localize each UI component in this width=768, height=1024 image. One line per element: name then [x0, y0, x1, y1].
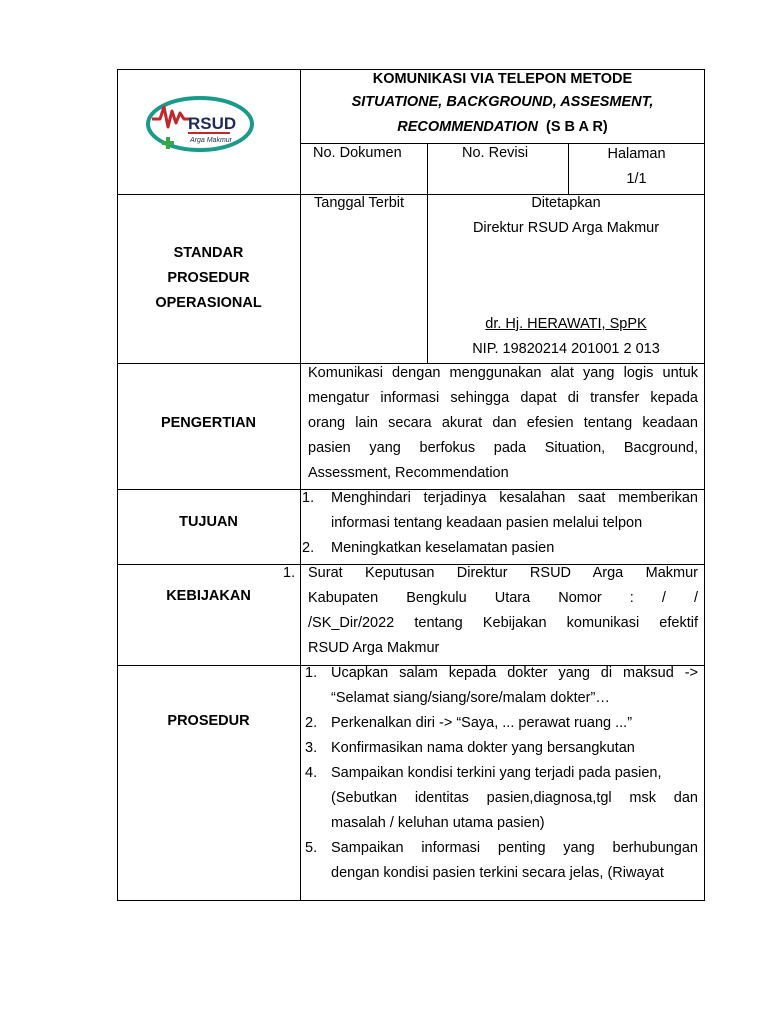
prosedur-item-line: Ucapkan salam kepada dokter yang di maksud -> — [331, 665, 698, 681]
pengertian-line: orang lain secara akurat dan efesien tentang keadaan — [308, 415, 698, 431]
prosedur-item-number: 1. — [305, 665, 318, 681]
pengertian-line: Komunikasi dengan menggunakan alat yang logis untuk — [308, 365, 698, 381]
sop-label-line3: OPERASIONAL — [155, 295, 262, 311]
prosedur-item-line: dengan kondisi pasien terkini secara jelas, (Riwayat — [331, 865, 664, 881]
sop-label-line2: PROSEDUR — [167, 270, 250, 286]
prosedur-item-number: 4. — [305, 765, 318, 781]
pengertian-line: pasien yang berfokus pada Situation, Bacground, — [308, 440, 698, 456]
prosedur-item-line: masalah / keluhan utama pasien) — [331, 815, 545, 831]
kebijakan-line: /SK_Dir/2022 tentang Kebijakan komunikasi efektif — [308, 615, 698, 631]
document-title-line3 — [300, 115, 705, 140]
pengertian-line: Assessment, Recommendation — [308, 465, 509, 481]
tujuan-item-line: informasi tentang keadaan pasien melalui telpon — [331, 515, 643, 531]
page-label: Halaman — [607, 146, 666, 162]
document-title-line1: KOMUNIKASI VIA TELEPON METODE — [372, 71, 633, 87]
signer-name — [427, 312, 705, 337]
title-sbar: (S B A R) — [546, 119, 608, 135]
sop-label-line1: STANDAR — [173, 245, 244, 261]
pengertian-label: PENGERTIAN — [160, 415, 257, 431]
tujuan-item-line: Meningkatkan keselamatan pasien — [331, 540, 555, 556]
page-value: 1/1 — [626, 171, 647, 187]
kebijakan-label: KEBIJAKAN — [166, 588, 251, 604]
prosedur-item-number: 2. — [305, 715, 318, 731]
tujuan-label: TUJUAN — [179, 514, 238, 530]
revision-number-label: No. Revisi — [462, 145, 529, 161]
prosedur-item-line: (Sebutkan identitas pasien,diagnosa,tgl msk dan — [331, 790, 698, 806]
prosedur-item-line: Sampaikan kondisi terkini yang terjadi pada pasien, — [331, 765, 662, 781]
approved-label: Ditetapkan — [531, 195, 601, 211]
prosedur-item-number: 5. — [305, 840, 318, 856]
prosedur-item-line: Konfirmasikan nama dokter yang bersangkutan — [331, 740, 635, 756]
doc-number-label: No. Dokumen — [313, 145, 402, 161]
issue-date-label: Tanggal Terbit — [314, 195, 405, 211]
kebijakan-item-number: 1. — [283, 565, 296, 581]
prosedur-label: PROSEDUR — [167, 713, 250, 729]
signer-nip: NIP. 19820214 201001 2 013 — [472, 341, 660, 357]
pengertian-line: mengatur informasi sehingga dapat di transfer kepada — [308, 390, 698, 406]
prosedur-item-line: “Selamat siang/siang/sore/malam dokter”… — [331, 690, 610, 706]
tujuan-item-number: 2. — [302, 540, 315, 556]
prosedur-item-line: Sampaikan informasi penting yang berhubungan — [331, 840, 698, 856]
sop-document-table — [117, 69, 705, 901]
document-title-line2: SITUATIONE, BACKGROUND, ASSESMENT, — [351, 94, 654, 110]
kebijakan-line: RSUD Arga Makmur — [308, 640, 440, 656]
title-recommendation: RECOMMENDATION — [397, 119, 538, 135]
tujuan-item-line: Menghindari terjadinya kesalahan saat memberikan — [331, 490, 698, 506]
prosedur-item-number: 3. — [305, 740, 318, 756]
logo-name: RSUD — [188, 114, 237, 133]
tujuan-item-number: 1. — [302, 490, 315, 506]
kebijakan-line: Kabupaten Bengkulu Utara Nomor : / / — [308, 590, 698, 606]
kebijakan-line: Surat Keputusan Direktur RSUD Arga Makmur — [308, 565, 698, 581]
signer-name-text: dr. Hj. HERAWATI, SpPK — [485, 316, 647, 332]
approved-by: Direktur RSUD Arga Makmur — [472, 220, 660, 236]
logo-subname: Arga Makmur — [190, 137, 233, 144]
rsud-logo — [144, 89, 256, 155]
prosedur-item-line: Perkenalkan diri -> “Saya, ... perawat ruang ...” — [331, 715, 633, 731]
column-divider — [427, 143, 428, 194]
